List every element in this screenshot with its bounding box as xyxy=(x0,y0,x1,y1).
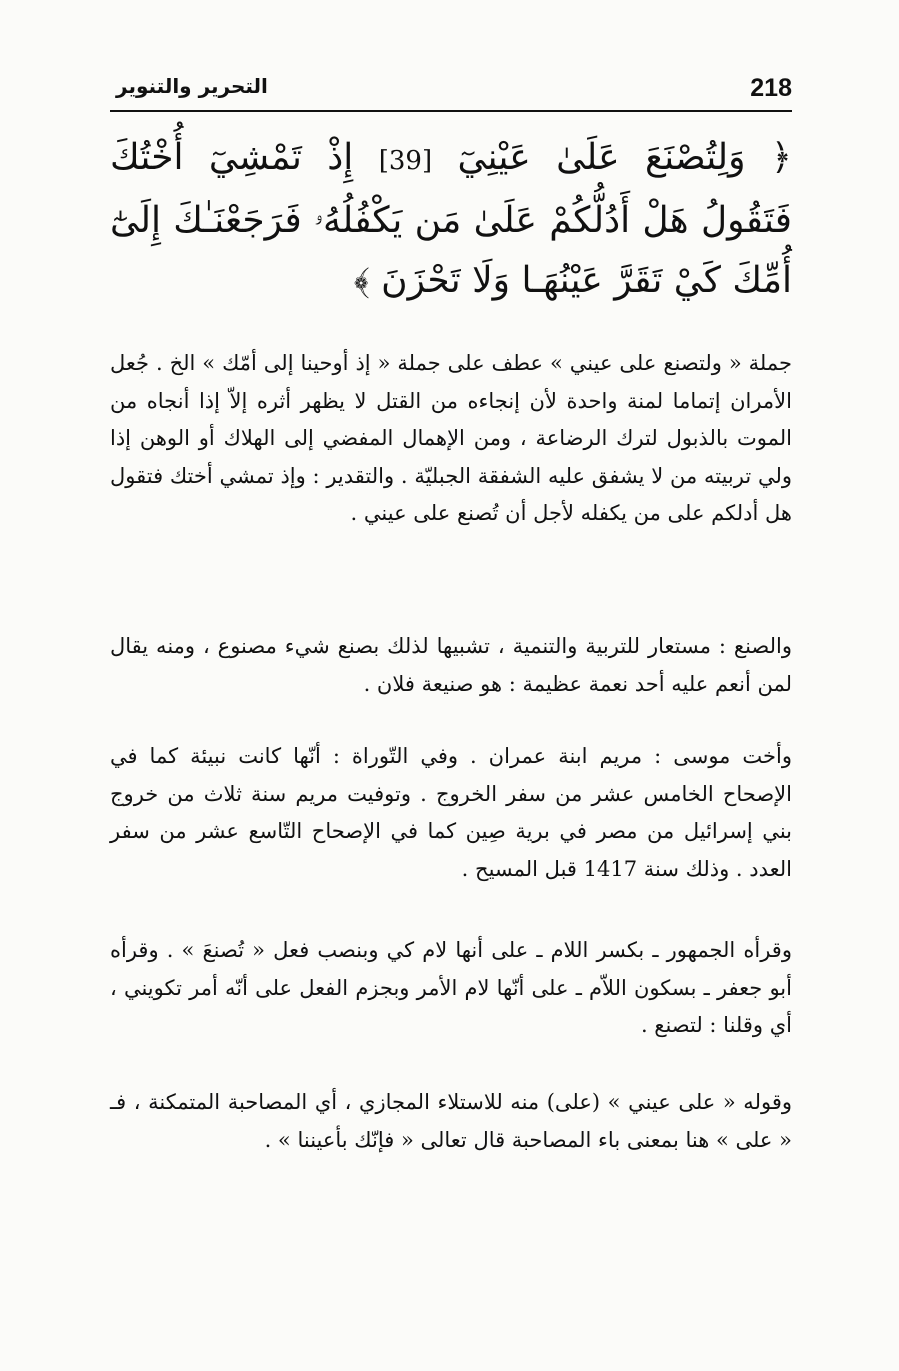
paragraph-5: وقوله « على عيني » (على) منه للاستلاء المجازي ، أي المصاحبة المتمكنة ، فـ « على » هنا بمعنى باء المصاحبة قال تعالى « فإنّك بأعيننا » . xyxy=(110,1090,792,1152)
page-number: 218 xyxy=(750,74,792,102)
paragraph-3: وأخت موسى : مريم ابنة عمران . وفي التّوراة : أنّها كانت نبيئة كما في الإصحاح الخامس عشر من سفر الخروج . وتوفيت مريم سنة ثلاث من خروج بني إسرائيل من مصر في برية صِين كما في الإصحاح التّاسع عشر من سفر العدد . وذلك سنة 1417 قبل المسيح . xyxy=(110,744,792,881)
page-header xyxy=(110,70,792,112)
paragraph-2: والصنع : مستعار للتربية والتنمية ، تشبيها لذلك بصنع شيء مصنوع ، ومنه يقال لمن أنعم عليه أحد نعمة عظيمة : هو صنيعة فلان . xyxy=(110,634,792,696)
paragraph-4: وقرأه الجمهور ـ بكسر اللام ـ على أنها لام كي وبنصب فعل « تُصنعَ » . وقرأه أبو جعفر ـ بسكون اللاّم ـ على أنّها لام الأمر وبجزم الفعل على أنّه أمر تكويني ، أي وقلنا : لتصنع . xyxy=(110,938,792,1037)
verse-text-part2: إِذْ تَمْشِيٓ أُخْتُكَ فَتَقُولُ هَلْ أَدُلُّكُمْ عَلَىٰ مَن يَكْفُلُهُۥ فَرَجَعْنَـٰكَ إِلَىٰٓ أُمِّكَ كَيْ تَقَرَّ عَيْنُهَـا وَلَا تَحْزَنَ ﴾ xyxy=(110,137,792,301)
paragraph-1: جملة « ولتصنع على عيني » عطف على جملة « إذ أوحينا إلى أمّك » الخ . جُعل الأمران إتماما لمنة واحدة لأن إنجاءه من القتل لا يظهر أثره إلاّ إذا أنجاه من الموت بالذبول لترك الرضاعة ، ومن الإهمال المفضي إلى الهلاك أو الوهن إذا ولي تربيته من لا يشفق عليه الشفقة الجبليّة . والتقدير : وإذ تمشي أختك فتقول هل أدلكم على من يكفله لأجل أن تُصنع على عيني . xyxy=(110,351,792,525)
ayah-number: [39] xyxy=(378,146,433,176)
quran-verse xyxy=(110,128,792,311)
book-title: التحرير والتنوير xyxy=(116,74,268,98)
verse-text-part1: ﴿ وَلِتُصْنَعَ عَلَىٰ عَيْنِيٓ xyxy=(432,137,792,178)
